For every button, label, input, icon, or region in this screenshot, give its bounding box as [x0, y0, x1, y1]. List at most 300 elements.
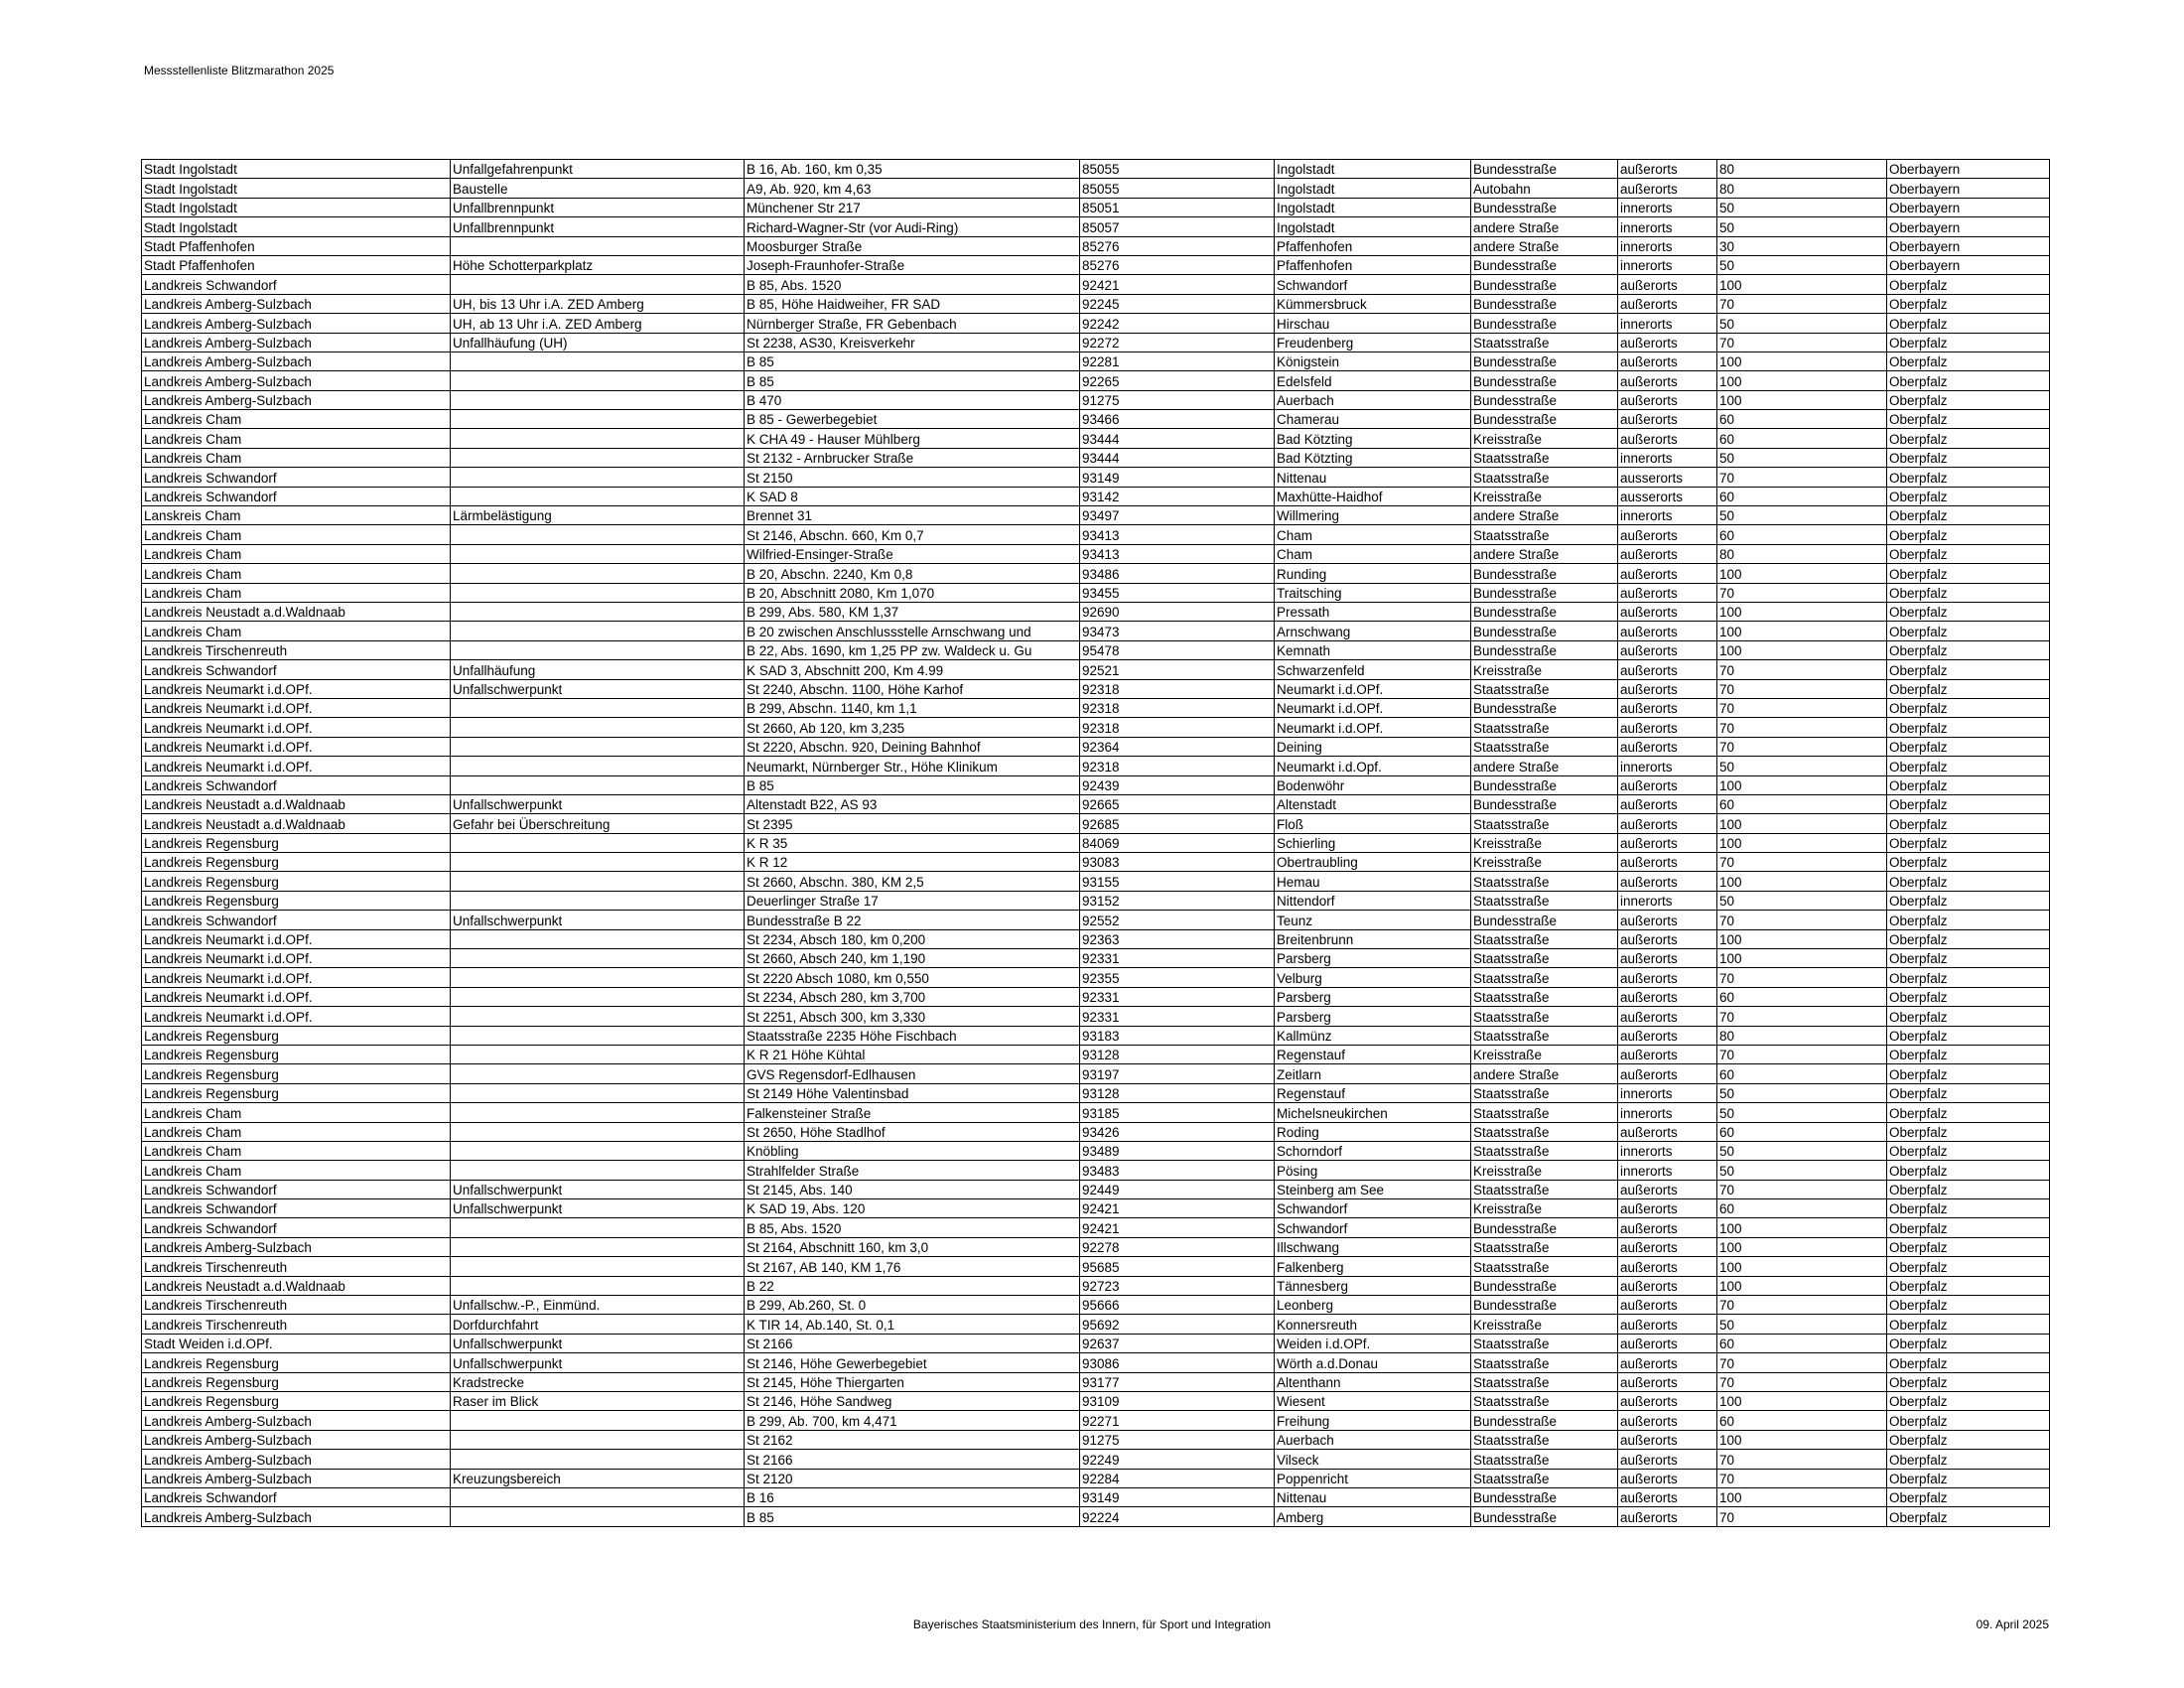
cell-location: B 299, Abs. 580, KM 1,37 — [745, 602, 1080, 621]
cell-location: St 2240, Abschn. 1100, Höhe Karhof — [745, 679, 1080, 698]
cell-location: Falkensteiner Straße — [745, 1103, 1080, 1122]
cell-district: Landkreis Neumarkt i.d.OPf. — [142, 987, 451, 1006]
cell-region: Oberpfalz — [1887, 775, 2050, 794]
table-row — [142, 794, 2050, 813]
cell-postal-code: 85057 — [1080, 217, 1275, 236]
cell-district: Landkreis Schwandorf — [142, 1487, 451, 1506]
cell-region: Oberpfalz — [1887, 891, 2050, 910]
cell-municipality: Roding — [1275, 1122, 1471, 1141]
cell-region: Oberpfalz — [1887, 525, 2050, 544]
cell-road-type: Staatsstraße — [1471, 333, 1618, 352]
table-row — [142, 333, 2050, 352]
cell-region: Oberpfalz — [1887, 640, 2050, 659]
table-row — [142, 853, 2050, 872]
cell-area: außerorts — [1618, 718, 1717, 737]
table-row — [142, 679, 2050, 698]
cell-location: B 470 — [745, 390, 1080, 409]
cell-district: Landkreis Schwandorf — [142, 660, 451, 679]
cell-district: Landkreis Amberg-Sulzbach — [142, 333, 451, 352]
cell-location: B 20, Abschn. 2240, Km 0,8 — [745, 564, 1080, 583]
footer-ministry: Bayerisches Staatsministerium des Innern, für Sport und Integration — [912, 1618, 1272, 1631]
cell-postal-code: 92245 — [1080, 294, 1275, 313]
cell-remark — [451, 390, 745, 409]
cell-postal-code: 93413 — [1080, 544, 1275, 563]
cell-speed-limit: 50 — [1717, 314, 1887, 333]
cell-location: B 16 — [745, 1487, 1080, 1506]
cell-location: K SAD 8 — [745, 487, 1080, 505]
cell-area: außerorts — [1618, 1007, 1717, 1026]
cell-speed-limit: 100 — [1717, 602, 1887, 621]
footer-date: 09. April 2025 — [1976, 1618, 2049, 1631]
cell-area: außerorts — [1618, 564, 1717, 583]
cell-postal-code: 92637 — [1080, 1334, 1275, 1352]
table-row — [142, 236, 2050, 255]
cell-municipality: Cham — [1275, 544, 1471, 563]
cell-municipality: Kemnath — [1275, 640, 1471, 659]
cell-location: K TIR 14, Ab.140, St. 0,1 — [745, 1315, 1080, 1334]
cell-speed-limit: 100 — [1717, 1257, 1887, 1276]
cell-district: Landkreis Amberg-Sulzbach — [142, 314, 451, 333]
table-row — [142, 987, 2050, 1006]
cell-speed-limit: 100 — [1717, 1218, 1887, 1237]
cell-municipality: Velburg — [1275, 968, 1471, 987]
cell-remark — [451, 1122, 745, 1141]
cell-road-type: Kreisstraße — [1471, 1161, 1618, 1180]
table-row — [142, 1296, 2050, 1315]
cell-municipality: Schorndorf — [1275, 1141, 1471, 1160]
cell-area: außerorts — [1618, 1450, 1717, 1469]
table-row — [142, 1103, 2050, 1122]
cell-district: Landkreis Schwandorf — [142, 1180, 451, 1198]
cell-location: Knöbling — [745, 1141, 1080, 1160]
cell-municipality: Falkenberg — [1275, 1257, 1471, 1276]
cell-area: außerorts — [1618, 679, 1717, 698]
table-row — [142, 1141, 2050, 1160]
cell-road-type: Bundesstraße — [1471, 602, 1618, 621]
cell-municipality: Wiesent — [1275, 1392, 1471, 1411]
cell-road-type: andere Straße — [1471, 506, 1618, 525]
cell-remark — [451, 429, 745, 448]
cell-district: Landkreis Regensburg — [142, 1372, 451, 1391]
cell-remark: Unfallgefahrenpunkt — [451, 160, 745, 179]
cell-remark — [451, 640, 745, 659]
table-row — [142, 371, 2050, 390]
table-row — [142, 294, 2050, 313]
cell-speed-limit: 70 — [1717, 718, 1887, 737]
cell-area: außerorts — [1618, 179, 1717, 198]
cell-road-type: Staatsstraße — [1471, 1007, 1618, 1026]
table-row — [142, 949, 2050, 968]
cell-municipality: Parsberg — [1275, 1007, 1471, 1026]
cell-municipality: Cham — [1275, 525, 1471, 544]
cell-district: Landkreis Amberg-Sulzbach — [142, 294, 451, 313]
cell-location: B 22 — [745, 1276, 1080, 1295]
cell-area: außerorts — [1618, 1237, 1717, 1256]
cell-district: Landkreis Regensburg — [142, 833, 451, 852]
cell-region: Oberpfalz — [1887, 602, 2050, 621]
cell-location: B 85 - Gewerbegebiet — [745, 410, 1080, 429]
cell-remark: Unfallschw.-P., Einmünd. — [451, 1296, 745, 1315]
cell-remark — [451, 487, 745, 505]
cell-area: innerorts — [1618, 1161, 1717, 1180]
cell-speed-limit: 70 — [1717, 468, 1887, 487]
cell-region: Oberpfalz — [1887, 1161, 2050, 1180]
cell-region: Oberpfalz — [1887, 1026, 2050, 1045]
cell-area: außerorts — [1618, 640, 1717, 659]
cell-road-type: Staatsstraße — [1471, 468, 1618, 487]
table-row — [142, 872, 2050, 891]
cell-area: außerorts — [1618, 853, 1717, 872]
cell-road-type: Staatsstraße — [1471, 1334, 1618, 1352]
cell-remark: Unfallschwerpunkt — [451, 1353, 745, 1372]
cell-road-type: Kreisstraße — [1471, 1045, 1618, 1063]
cell-road-type: Staatsstraße — [1471, 1141, 1618, 1160]
cell-region: Oberpfalz — [1887, 468, 2050, 487]
table-row — [142, 1430, 2050, 1449]
cell-remark: Unfallhäufung — [451, 660, 745, 679]
cell-district: Stadt Pfaffenhofen — [142, 236, 451, 255]
cell-district: Landkreis Amberg-Sulzbach — [142, 1450, 451, 1469]
cell-area: außerorts — [1618, 390, 1717, 409]
cell-municipality: Nittendorf — [1275, 891, 1471, 910]
cell-remark — [451, 1218, 745, 1237]
cell-postal-code: 93086 — [1080, 1353, 1275, 1372]
cell-district: Landkreis Neustadt a.d.Waldnaab — [142, 794, 451, 813]
cell-road-type: Bundesstraße — [1471, 255, 1618, 274]
cell-municipality: Regenstauf — [1275, 1083, 1471, 1102]
cell-district: Landkreis Neumarkt i.d.OPf. — [142, 737, 451, 756]
cell-speed-limit: 60 — [1717, 1122, 1887, 1141]
cell-speed-limit: 50 — [1717, 891, 1887, 910]
cell-location: Staatsstraße 2235 Höhe Fischbach — [745, 1026, 1080, 1045]
table-row — [142, 660, 2050, 679]
cell-speed-limit: 70 — [1717, 1353, 1887, 1372]
cell-area: innerorts — [1618, 255, 1717, 274]
cell-postal-code: 92331 — [1080, 1007, 1275, 1026]
cell-remark — [451, 1276, 745, 1295]
cell-region: Oberpfalz — [1887, 1430, 2050, 1449]
cell-road-type: Bundesstraße — [1471, 622, 1618, 640]
cell-region: Oberpfalz — [1887, 1411, 2050, 1430]
table-row — [142, 506, 2050, 525]
cell-speed-limit: 60 — [1717, 487, 1887, 505]
cell-municipality: Freudenberg — [1275, 333, 1471, 352]
cell-location: K SAD 3, Abschnitt 200, Km 4.99 — [745, 660, 1080, 679]
cell-speed-limit: 50 — [1717, 448, 1887, 467]
cell-municipality: Schwandorf — [1275, 1218, 1471, 1237]
cell-location: St 2145, Höhe Thiergarten — [745, 1372, 1080, 1391]
cell-area: außerorts — [1618, 1296, 1717, 1315]
cell-municipality: Auerbach — [1275, 390, 1471, 409]
cell-district: Stadt Ingolstadt — [142, 160, 451, 179]
cell-speed-limit: 70 — [1717, 968, 1887, 987]
cell-area: außerorts — [1618, 429, 1717, 448]
cell-road-type: Staatsstraße — [1471, 1392, 1618, 1411]
cell-municipality: Schwandorf — [1275, 1199, 1471, 1218]
cell-remark: Unfallschwerpunkt — [451, 1180, 745, 1198]
cell-municipality: Edelsfeld — [1275, 371, 1471, 390]
cell-remark — [451, 718, 745, 737]
cell-postal-code: 92364 — [1080, 737, 1275, 756]
cell-remark — [451, 1064, 745, 1083]
cell-municipality: Bad Kötzting — [1275, 448, 1471, 467]
cell-municipality: Pfaffenhofen — [1275, 236, 1471, 255]
cell-road-type: Bundesstraße — [1471, 198, 1618, 216]
cell-district: Landkreis Regensburg — [142, 1064, 451, 1083]
cell-location: B 299, Ab. 700, km 4,471 — [745, 1411, 1080, 1430]
cell-district: Landkreis Regensburg — [142, 1026, 451, 1045]
cell-area: außerorts — [1618, 544, 1717, 563]
cell-postal-code: 92271 — [1080, 1411, 1275, 1430]
cell-municipality: Schwarzenfeld — [1275, 660, 1471, 679]
cell-region: Oberpfalz — [1887, 872, 2050, 891]
cell-speed-limit: 50 — [1717, 1083, 1887, 1102]
cell-speed-limit: 100 — [1717, 1487, 1887, 1506]
cell-speed-limit: 70 — [1717, 333, 1887, 352]
cell-remark — [451, 1007, 745, 1026]
cell-municipality: Steinberg am See — [1275, 1180, 1471, 1198]
cell-location: B 20 zwischen Anschlussstelle Arnschwang und — [745, 622, 1080, 640]
cell-area: außerorts — [1618, 949, 1717, 968]
cell-area: außerorts — [1618, 410, 1717, 429]
cell-municipality: Wörth a.d.Donau — [1275, 1353, 1471, 1372]
cell-speed-limit: 100 — [1717, 622, 1887, 640]
cell-postal-code: 92552 — [1080, 911, 1275, 929]
cell-speed-limit: 50 — [1717, 1141, 1887, 1160]
cell-remark — [451, 448, 745, 467]
cell-postal-code: 93466 — [1080, 410, 1275, 429]
cell-region: Oberpfalz — [1887, 1487, 2050, 1506]
cell-district: Landkreis Schwandorf — [142, 1199, 451, 1218]
cell-municipality: Deining — [1275, 737, 1471, 756]
cell-area: außerorts — [1618, 775, 1717, 794]
cell-postal-code: 92224 — [1080, 1507, 1275, 1526]
cell-location: Joseph-Fraunhofer-Straße — [745, 255, 1080, 274]
cell-road-type: andere Straße — [1471, 544, 1618, 563]
cell-municipality: Altenthann — [1275, 1372, 1471, 1391]
cell-area: ausserorts — [1618, 468, 1717, 487]
cell-municipality: Zeitlarn — [1275, 1064, 1471, 1083]
cell-location: K R 12 — [745, 853, 1080, 872]
cell-region: Oberbayern — [1887, 179, 2050, 198]
cell-district: Stadt Ingolstadt — [142, 198, 451, 216]
cell-remark — [451, 1411, 745, 1430]
cell-region: Oberpfalz — [1887, 1469, 2050, 1487]
cell-location: Altenstadt B22, AS 93 — [745, 794, 1080, 813]
cell-region: Oberbayern — [1887, 236, 2050, 255]
cell-district: Landkreis Neumarkt i.d.OPf. — [142, 698, 451, 717]
cell-municipality: Regenstauf — [1275, 1045, 1471, 1063]
cell-area: innerorts — [1618, 1103, 1717, 1122]
table-row — [142, 160, 2050, 179]
table-row — [142, 410, 2050, 429]
cell-municipality: Vilseck — [1275, 1450, 1471, 1469]
cell-area: außerorts — [1618, 1257, 1717, 1276]
cell-area: außerorts — [1618, 160, 1717, 179]
cell-location: GVS Regensdorf-Edlhausen — [745, 1064, 1080, 1083]
cell-location: St 2220, Abschn. 920, Deining Bahnhof — [745, 737, 1080, 756]
cell-postal-code: 84069 — [1080, 833, 1275, 852]
cell-district: Landkreis Amberg-Sulzbach — [142, 1430, 451, 1449]
cell-region: Oberpfalz — [1887, 1507, 2050, 1526]
cell-area: außerorts — [1618, 1045, 1717, 1063]
cell-district: Landkreis Cham — [142, 544, 451, 563]
cell-road-type: Kreisstraße — [1471, 833, 1618, 852]
cell-road-type: Staatsstraße — [1471, 1026, 1618, 1045]
cell-road-type: Staatsstraße — [1471, 1122, 1618, 1141]
cell-area: ausserorts — [1618, 487, 1717, 505]
table-row — [142, 1469, 2050, 1487]
cell-region: Oberpfalz — [1887, 429, 2050, 448]
cell-district: Landkreis Schwandorf — [142, 275, 451, 294]
cell-speed-limit: 50 — [1717, 757, 1887, 775]
table-row — [142, 487, 2050, 505]
cell-area: außerorts — [1618, 1353, 1717, 1372]
cell-postal-code: 92665 — [1080, 794, 1275, 813]
table-row — [142, 640, 2050, 659]
cell-area: außerorts — [1618, 1315, 1717, 1334]
cell-postal-code: 93497 — [1080, 506, 1275, 525]
cell-speed-limit: 70 — [1717, 853, 1887, 872]
cell-municipality: Runding — [1275, 564, 1471, 583]
cell-postal-code: 92318 — [1080, 698, 1275, 717]
cell-speed-limit: 60 — [1717, 525, 1887, 544]
table-row — [142, 1180, 2050, 1198]
cell-road-type: Staatsstraße — [1471, 968, 1618, 987]
cell-location: St 2146, Abschn. 660, Km 0,7 — [745, 525, 1080, 544]
cell-area: außerorts — [1618, 814, 1717, 833]
cell-district: Landkreis Schwandorf — [142, 468, 451, 487]
cell-area: innerorts — [1618, 314, 1717, 333]
cell-speed-limit: 30 — [1717, 236, 1887, 255]
cell-municipality: Bad Kötzting — [1275, 429, 1471, 448]
cell-region: Oberbayern — [1887, 198, 2050, 216]
cell-location: St 2660, Abschn. 380, KM 2,5 — [745, 872, 1080, 891]
cell-area: außerorts — [1618, 1507, 1717, 1526]
cell-municipality: Breitenbrunn — [1275, 929, 1471, 948]
cell-speed-limit: 80 — [1717, 544, 1887, 563]
cell-area: außerorts — [1618, 872, 1717, 891]
cell-remark: Baustelle — [451, 179, 745, 198]
cell-speed-limit: 70 — [1717, 660, 1887, 679]
cell-road-type: Staatsstraße — [1471, 1237, 1618, 1256]
cell-location: K SAD 19, Abs. 120 — [745, 1199, 1080, 1218]
cell-municipality: Hemau — [1275, 872, 1471, 891]
cell-remark — [451, 1430, 745, 1449]
cell-postal-code: 93483 — [1080, 1161, 1275, 1180]
cell-postal-code: 85055 — [1080, 160, 1275, 179]
cell-area: außerorts — [1618, 352, 1717, 370]
cell-speed-limit: 70 — [1717, 1372, 1887, 1391]
table-row — [142, 468, 2050, 487]
cell-postal-code: 91275 — [1080, 390, 1275, 409]
cell-municipality: Arnschwang — [1275, 622, 1471, 640]
cell-area: außerorts — [1618, 1199, 1717, 1218]
cell-district: Landkreis Cham — [142, 1141, 451, 1160]
cell-district: Landkreis Regensburg — [142, 891, 451, 910]
cell-district: Landkreis Neumarkt i.d.OPf. — [142, 929, 451, 948]
cell-speed-limit: 70 — [1717, 1007, 1887, 1026]
cell-speed-limit: 100 — [1717, 371, 1887, 390]
cell-speed-limit: 60 — [1717, 1199, 1887, 1218]
cell-location: St 2660, Absch 240, km 1,190 — [745, 949, 1080, 968]
cell-road-type: Bundesstraße — [1471, 640, 1618, 659]
cell-speed-limit: 70 — [1717, 1045, 1887, 1063]
cell-area: außerorts — [1618, 698, 1717, 717]
cell-region: Oberpfalz — [1887, 698, 2050, 717]
cell-municipality: Michelsneukirchen — [1275, 1103, 1471, 1122]
table-row — [142, 1411, 2050, 1430]
cell-postal-code: 95685 — [1080, 1257, 1275, 1276]
cell-municipality: Freihung — [1275, 1411, 1471, 1430]
cell-remark: Kreuzungsbereich — [451, 1469, 745, 1487]
cell-district: Landkreis Cham — [142, 583, 451, 602]
cell-remark — [451, 1083, 745, 1102]
cell-district: Landkreis Amberg-Sulzbach — [142, 390, 451, 409]
cell-location: K R 21 Höhe Kühtal — [745, 1045, 1080, 1063]
cell-region: Oberpfalz — [1887, 660, 2050, 679]
cell-municipality: Parsberg — [1275, 949, 1471, 968]
cell-municipality: Ingolstadt — [1275, 179, 1471, 198]
cell-location: B 85 — [745, 775, 1080, 794]
cell-area: innerorts — [1618, 1141, 1717, 1160]
cell-road-type: andere Straße — [1471, 1064, 1618, 1083]
cell-location: Richard-Wagner-Str (vor Audi-Ring) — [745, 217, 1080, 236]
cell-municipality: Obertraubling — [1275, 853, 1471, 872]
table-row — [142, 1122, 2050, 1141]
cell-area: außerorts — [1618, 1064, 1717, 1083]
cell-road-type: Bundesstraße — [1471, 794, 1618, 813]
cell-postal-code: 93413 — [1080, 525, 1275, 544]
cell-region: Oberpfalz — [1887, 1045, 2050, 1063]
cell-remark: Unfallschwerpunkt — [451, 794, 745, 813]
cell-speed-limit: 60 — [1717, 410, 1887, 429]
table-row — [142, 891, 2050, 910]
cell-region: Oberpfalz — [1887, 1237, 2050, 1256]
cell-remark: Unfallschwerpunkt — [451, 679, 745, 698]
cell-region: Oberpfalz — [1887, 1218, 2050, 1237]
cell-area: außerorts — [1618, 602, 1717, 621]
cell-location: St 2146, Höhe Gewerbegebiet — [745, 1353, 1080, 1372]
cell-location: K R 35 — [745, 833, 1080, 852]
cell-road-type: Staatsstraße — [1471, 679, 1618, 698]
cell-remark: Höhe Schotterparkplatz — [451, 255, 745, 274]
cell-postal-code: 85276 — [1080, 255, 1275, 274]
cell-road-type: Staatsstraße — [1471, 448, 1618, 467]
cell-district: Landkreis Neustadt a.d.Waldnaab — [142, 1276, 451, 1295]
cell-region: Oberpfalz — [1887, 987, 2050, 1006]
cell-municipality: Poppenricht — [1275, 1469, 1471, 1487]
cell-road-type: Bundesstraße — [1471, 371, 1618, 390]
cell-municipality: Kallmünz — [1275, 1026, 1471, 1045]
cell-region: Oberpfalz — [1887, 1103, 2050, 1122]
cell-region: Oberpfalz — [1887, 1392, 2050, 1411]
cell-region: Oberpfalz — [1887, 1064, 2050, 1083]
cell-remark — [451, 1450, 745, 1469]
cell-district: Landkreis Tirschenreuth — [142, 640, 451, 659]
cell-region: Oberpfalz — [1887, 1276, 2050, 1295]
cell-municipality: Leonberg — [1275, 1296, 1471, 1315]
cell-remark — [451, 583, 745, 602]
cell-region: Oberbayern — [1887, 160, 2050, 179]
table-row — [142, 1199, 2050, 1218]
cell-postal-code: 93177 — [1080, 1372, 1275, 1391]
cell-postal-code: 93149 — [1080, 1487, 1275, 1506]
cell-area: außerorts — [1618, 275, 1717, 294]
cell-district: Landkreis Regensburg — [142, 1045, 451, 1063]
cell-region: Oberpfalz — [1887, 487, 2050, 505]
table-row — [142, 929, 2050, 948]
